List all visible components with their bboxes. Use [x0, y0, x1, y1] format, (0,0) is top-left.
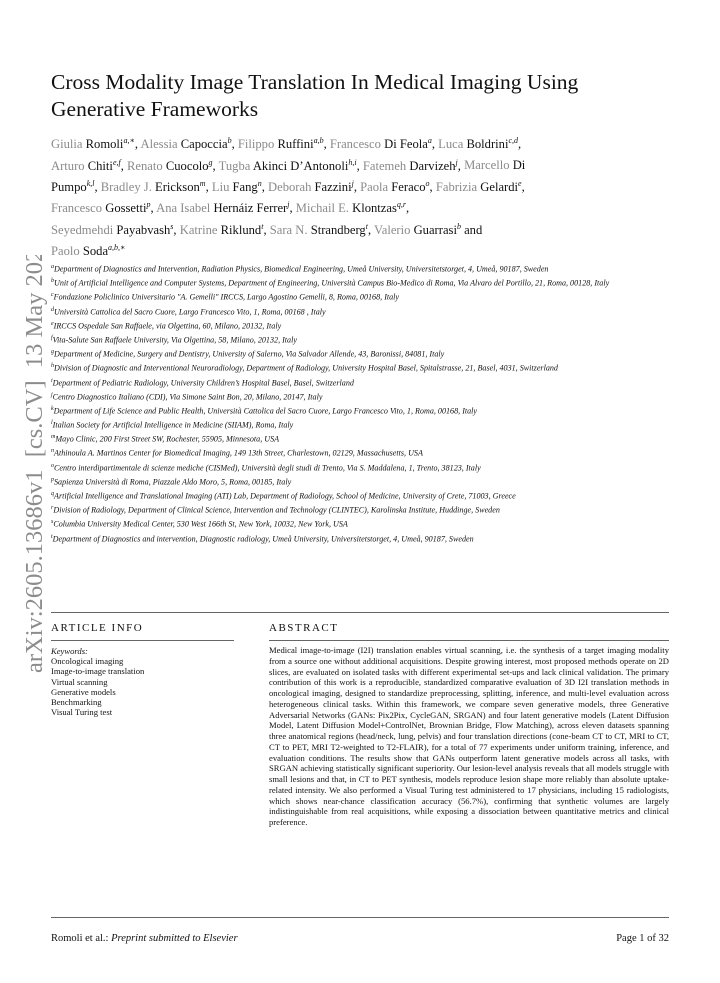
author: [360, 180, 436, 194]
abstract-rule: [269, 640, 669, 641]
author-separator: ,: [429, 179, 436, 194]
author-last-name: Soda: [82, 244, 109, 259]
author: [101, 180, 212, 194]
affiliation: [51, 361, 681, 374]
affiliation-marker: g: [51, 349, 54, 356]
affiliation-marker: r: [51, 505, 54, 512]
author-affiliation-marker: b: [227, 136, 232, 145]
affiliation: [51, 276, 681, 289]
author-affiliation-marker: o: [425, 178, 430, 188]
affiliation-text: Unit of Artificial Intelligence and Computer Systems, Department of Engineering, Università Campus Bio-Medico di Roma, Via Alvaro del Portillo, 21, Roma, 00128, Italy: [54, 278, 610, 288]
affiliation-text: Vita-Salute San Raffaele University, Via Olgettina, 58, Milano, 20132, Italy: [52, 335, 297, 345]
author-separator: ,: [263, 222, 270, 237]
author-first-name: Paola: [360, 179, 389, 194]
author-last-name: Erickson: [155, 179, 200, 194]
author-first-name: Seyedmehdi: [51, 222, 114, 237]
affiliation-text: Department of Diagnostics and Intervention, Radiation Physics, Biomedical Engineering, Umeå University, Universitetstorget, 4, Umeå, 90187, Sweden: [54, 264, 549, 274]
author-last-name: Di Feola: [384, 137, 428, 152]
affiliation-marker: q: [51, 491, 54, 497]
affiliation-text: IRCCS Ospedale San Raffaele, via Olgettina, 60, Milano, 20132, Italy: [53, 321, 282, 331]
affiliation: [51, 404, 681, 417]
author: [51, 180, 101, 194]
author-first-name: Tugba: [218, 158, 251, 173]
keyword: Oncological imaging: [51, 656, 124, 667]
author-separator: ,: [231, 137, 238, 152]
author-first-name: Sara N.: [269, 222, 308, 237]
header-rule: [51, 612, 669, 613]
affiliation-text: Department of Medicine, Surgery and Dentistry, University of Salerno, Via Salvador Allende, 43, Baronissi, 84081, Italy: [54, 349, 445, 359]
author-affiliation-marker: g: [208, 157, 213, 167]
author-first-name: Fabrizia: [435, 179, 478, 194]
arxiv-stamp: [17, 255, 49, 675]
author: [438, 137, 521, 151]
affiliation-marker: b: [51, 278, 54, 285]
author-first-name: Luca: [438, 137, 464, 152]
keyword: Generative models: [51, 686, 116, 697]
author-last-name: Capoccia: [180, 137, 228, 152]
affiliation-text: Department of Life Science and Public Health, Università Cattolica del Sacro Cuore, Largo Francesco Vito, 1, Roma, 00168, Italy: [53, 406, 478, 416]
author-separator: ,: [150, 201, 157, 216]
affiliation-text: Università Cattolica del Sacro Cuore, Largo Francesco Vito, 1, Roma, 00168 , Italy: [54, 307, 326, 317]
author-affiliation-marker: k,l: [86, 178, 95, 188]
affiliation-marker: i: [51, 377, 53, 384]
author-affiliation-marker: c,d: [508, 136, 519, 145]
footer-rule: [51, 917, 669, 918]
author: [127, 159, 219, 173]
affiliation-marker: e: [51, 320, 54, 327]
affiliation-text: Department of Pediatric Radiology, University Children’s Hospital Basel, Basel, Switzerland: [52, 378, 354, 388]
author-last-name: Fazzini: [314, 179, 352, 194]
keyword: Virtual scanning: [51, 676, 108, 687]
affiliation-text: Centro Diagnostico Italiano (CDI), Via Simone Saint Bon, 20, Milano, 20147, Italy: [52, 392, 323, 402]
affiliation: [51, 475, 681, 488]
affiliation-marker: c: [51, 292, 54, 299]
author-separator: ,: [323, 137, 330, 152]
author: [219, 159, 363, 173]
author-affiliation-marker: e,f: [112, 157, 121, 167]
affiliation-marker: o: [51, 462, 54, 469]
author-last-name: Strandberg: [310, 222, 366, 237]
affiliation-text: Centro interdipartimentale di scienze mediche (CISMed), Università degli studi di Trento, Via S. Maddalena, 1, Trento, 38123, Italy: [54, 463, 481, 473]
author-last-name: Pumpo: [51, 179, 87, 194]
author-affiliation-marker: n: [257, 178, 262, 188]
author-first-name: Alessia: [140, 137, 178, 152]
footer-note: Preprint submitted to Elsevier: [111, 933, 238, 944]
affiliation-marker: n: [51, 448, 54, 455]
author-first-name: Fatemeh: [362, 158, 407, 173]
affiliation-text: Italian Society for Artificial Intelligence in Medicine (SIIAM), Roma, Italy: [52, 420, 294, 430]
author-last-name: Riklund: [220, 222, 262, 237]
author-affiliation-marker: h,i: [348, 157, 357, 167]
affiliation: [51, 446, 681, 459]
author: [238, 137, 330, 151]
author-first-name: Katrine: [179, 222, 218, 237]
author-affiliation-marker: s: [170, 221, 174, 231]
author: [363, 159, 464, 173]
affiliation: [51, 532, 681, 545]
author-last-name: Gossetti: [105, 201, 147, 216]
author-separator: ,: [205, 179, 212, 194]
author-separator: ,: [94, 179, 101, 194]
affiliation: [51, 489, 681, 502]
author-first-name: Bradley J.: [100, 179, 152, 194]
affiliation-marker: m: [51, 434, 56, 441]
keyword: Image-to-image translation: [51, 666, 145, 677]
author-first-name: Liu: [211, 179, 230, 194]
author-separator: and: [460, 222, 483, 237]
affiliation-text: Division of Radiology, Department of Clinical Science, Intervention and Technology (CLINTEC), Karolinska Institute, Huddinge, Sweden: [53, 505, 500, 515]
author-first-name: Ana Isabel: [156, 201, 211, 216]
author-first-name: Renato: [127, 158, 163, 173]
author-first-name: Francesco: [329, 137, 381, 152]
author: [51, 137, 140, 151]
author-first-name: Arturo: [51, 158, 85, 173]
affiliation-marker: a: [51, 264, 54, 270]
author: [374, 223, 482, 237]
affiliation-text: Athinoula A. Martinos Center for Biomedical Imaging, 149 13th Street, Charlestown, 02129, Massachusetts, USA: [54, 449, 423, 459]
author-separator: ,: [367, 222, 375, 237]
paper-title: [51, 69, 681, 123]
affiliation-text: Columbia University Medical Center, 530 West 166th St, New York, 10032, New York, USA: [53, 520, 348, 530]
title-line-2: Generative Frameworks: [51, 97, 259, 121]
author-first-name: Deborah: [268, 179, 312, 194]
author-affiliation-marker: t: [365, 221, 368, 231]
author-last-name: Di: [512, 158, 526, 173]
author-first-name: Francesco: [51, 201, 103, 216]
author: [270, 223, 374, 237]
affiliation: [51, 290, 681, 303]
author-last-name: Boldrini: [466, 137, 509, 152]
article-info-heading: ARTICLE INFO: [51, 622, 144, 634]
author-affiliation-marker: j: [287, 200, 290, 210]
keyword: Benchmarking: [51, 697, 102, 708]
affiliation: [51, 390, 681, 403]
author-separator: ,: [353, 179, 361, 194]
affiliation: [51, 333, 681, 346]
affiliation-marker: j: [51, 391, 53, 398]
author: [436, 180, 525, 194]
footer-left: [51, 933, 238, 944]
author: [296, 201, 409, 215]
affiliation: [51, 461, 681, 474]
affiliation-text: Department of Diagnostics and intervention, Diagnostic radiology, Umeå University, Universitetstorget, 4, Umeå, 90187, Sweden: [52, 534, 474, 544]
author-affiliation-marker: a,b: [313, 136, 324, 145]
affiliation: [51, 503, 681, 516]
author-affiliation-marker: m: [199, 178, 206, 188]
affiliation-marker: d: [51, 306, 54, 313]
author-affiliation-marker: e: [518, 178, 522, 188]
author-last-name: Akinci D’Antonoli: [252, 158, 349, 173]
author-list: [51, 132, 681, 260]
author-separator: ,: [457, 158, 465, 173]
affiliation: [51, 262, 681, 275]
author-separator: ,: [431, 137, 439, 152]
author: [330, 137, 438, 151]
author-affiliation-marker: j: [455, 157, 458, 167]
author-affiliation-marker: q,r: [396, 200, 407, 210]
author-separator: ,: [518, 137, 522, 152]
author-last-name: Payabvash: [116, 222, 171, 237]
affiliation: [51, 418, 681, 431]
author-separator: ,: [406, 201, 410, 216]
author-separator: ,: [134, 137, 141, 152]
author-last-name: Cuocolo: [165, 158, 209, 173]
arxiv-stamp-text: arXiv:2605.13686v1 [cs.CV] 13 May 2026: [21, 255, 48, 673]
author-last-name: Darvizeh: [409, 158, 456, 173]
author-first-name: Giulia: [51, 137, 83, 152]
author: [51, 201, 156, 215]
affiliation: [51, 347, 681, 360]
author-affiliation-marker: a,∗: [123, 136, 135, 145]
author-first-name: Filippo: [237, 137, 275, 152]
author-separator: ,: [521, 179, 525, 194]
affiliation-marker: p: [51, 476, 54, 483]
affiliation-text: Artificial Intelligence and Translational Imaging (ATI) Lab, Department of Radiology, School of Medicine, University of Crete, 71003, Greece: [54, 491, 516, 501]
affiliation-marker: h: [51, 363, 54, 370]
author-separator: ,: [173, 222, 180, 237]
author: [51, 159, 127, 173]
author-last-name: Ruffini: [277, 137, 314, 152]
author-affiliation-marker: b: [456, 221, 461, 231]
affiliation-marker: t: [51, 533, 53, 540]
author-affiliation-marker: p: [146, 200, 151, 210]
keywords-block: [51, 646, 251, 717]
author-last-name: Feraco: [391, 179, 426, 194]
author-affiliation-marker: t: [261, 221, 264, 231]
author-first-name: Valerio: [374, 222, 411, 237]
page-number: Page 1 of 32: [616, 933, 669, 944]
author-separator: ,: [212, 158, 219, 173]
article-info-rule: [51, 640, 234, 641]
author-first-name: Michail E.: [295, 201, 349, 216]
author: [51, 223, 180, 237]
author-last-name: Fang: [232, 179, 258, 194]
author-separator: ,: [261, 179, 269, 194]
author-last-name: Guarrasi: [413, 222, 457, 237]
author: [51, 244, 125, 258]
author-affiliation-marker: a,b,∗: [108, 242, 126, 252]
author-last-name: Hernáiz Ferrer: [213, 201, 288, 216]
footer-author: Romoli et al.:: [51, 933, 109, 944]
affiliation-list: [51, 262, 681, 546]
author-first-name: Paolo: [51, 244, 80, 259]
author: [268, 180, 360, 194]
affiliation: [51, 517, 681, 530]
affiliation-text: Fondazione Policlinico Universitario "A. Gemelli" IRCCS, Largo Agostino Gemelli, 8, Roma, 00168, Italy: [53, 293, 400, 303]
author: [464, 159, 525, 173]
author: [212, 180, 268, 194]
author: [140, 137, 237, 151]
affiliation: [51, 319, 681, 332]
author-separator: ,: [289, 201, 296, 216]
affiliation-text: Mayo Clinic, 200 First Street SW, Rochester, 55905, Minnesota, USA: [55, 434, 280, 444]
affiliation-marker: f: [51, 334, 53, 341]
affiliation-marker: l: [51, 420, 53, 427]
author-first-name: Marcello: [464, 158, 510, 173]
affiliation-marker: k: [51, 405, 54, 412]
author-affiliation-marker: a: [427, 136, 432, 145]
author-last-name: Romoli: [85, 137, 124, 152]
author: [156, 201, 296, 215]
author-last-name: Klontzas: [352, 201, 397, 216]
affiliation: [51, 432, 681, 445]
author-last-name: Gelardi: [480, 179, 519, 194]
title-line-1: Cross Modality Image Translation In Medical Imaging Using: [51, 70, 579, 94]
abstract-heading: ABSTRACT: [269, 622, 339, 634]
abstract-text: Medical image-to-image (I2I) translation enables virtual scanning, i.e. the synthesis of a target imaging modality from a source one without additional acquisitions. Despite growing interest, most proposed methods operate on 2D slices, are evaluated on isolated tasks with different experimental set-ups and lack clinical validation. The primary contribution of this work is a reproducible, standardized comparative evaluation of 3D I2I translation methods in oncological imaging, designed to standardize preprocessing, splitting, inference, and multi-level evaluation across heterogeneous clinical tasks. Within this framework, we compare seven generative models, three Generative Adversarial Networks (GANs: Pix2Pix, CycleGAN, SRGAN) and four latent generative models (Latent Diffusion Model, Latent Diffusion Model+ControlNet, Brownian Bridge, Flow Matching), across eleven datasets spanning three anatomical regions (head/neck, lung, pelvis) and four translation directions (cone-beam CT to CT, MRI to CT, CT to PET, MRI T2-weighted to T2-FLAIR), for a total of 77 experiments under uniform training, inference, and evaluation conditions. The results show that GANs outperform latent generative models across all tasks, with SRGAN achieving statistically significant superiority. Our lesion-level analysis reveals that all models struggle with small lesions and that, in CT to PET synthesis, models reproduce lesion shape more reliably than absolute uptake-related intensity. We also performed a Visual Turing test administered to 17 physicians, including 15 radiologists, which shows near-chance classification accuracy (56.7%), confirming that synthetic volumes are largely indistinguishable from real acquisitions, while exposing a dissociation between quantitative metrics and clinical preference.: [269, 645, 669, 827]
affiliation-text: Sapienza Università di Roma, Piazzale Aldo Moro, 5, Roma, 00185, Italy: [54, 477, 292, 487]
affiliation: [51, 305, 681, 318]
affiliation: [51, 376, 681, 389]
author-last-name: Chiti: [87, 158, 113, 173]
keyword: Visual Turing test: [51, 707, 113, 718]
keywords-label: Keywords:: [51, 646, 88, 656]
affiliation-marker: s: [51, 519, 54, 526]
affiliation-text: Division of Diagnostic and Interventional Neuroradiology, Department of Radiology, University Hospital Basel, Spitalstrasse, 21, Basel, 4031, Switzerland: [54, 364, 558, 373]
author-separator: ,: [356, 158, 363, 173]
author-separator: ,: [120, 158, 128, 173]
author-affiliation-marker: j: [351, 178, 354, 188]
keywords-list: [51, 656, 251, 717]
author: [180, 223, 270, 237]
